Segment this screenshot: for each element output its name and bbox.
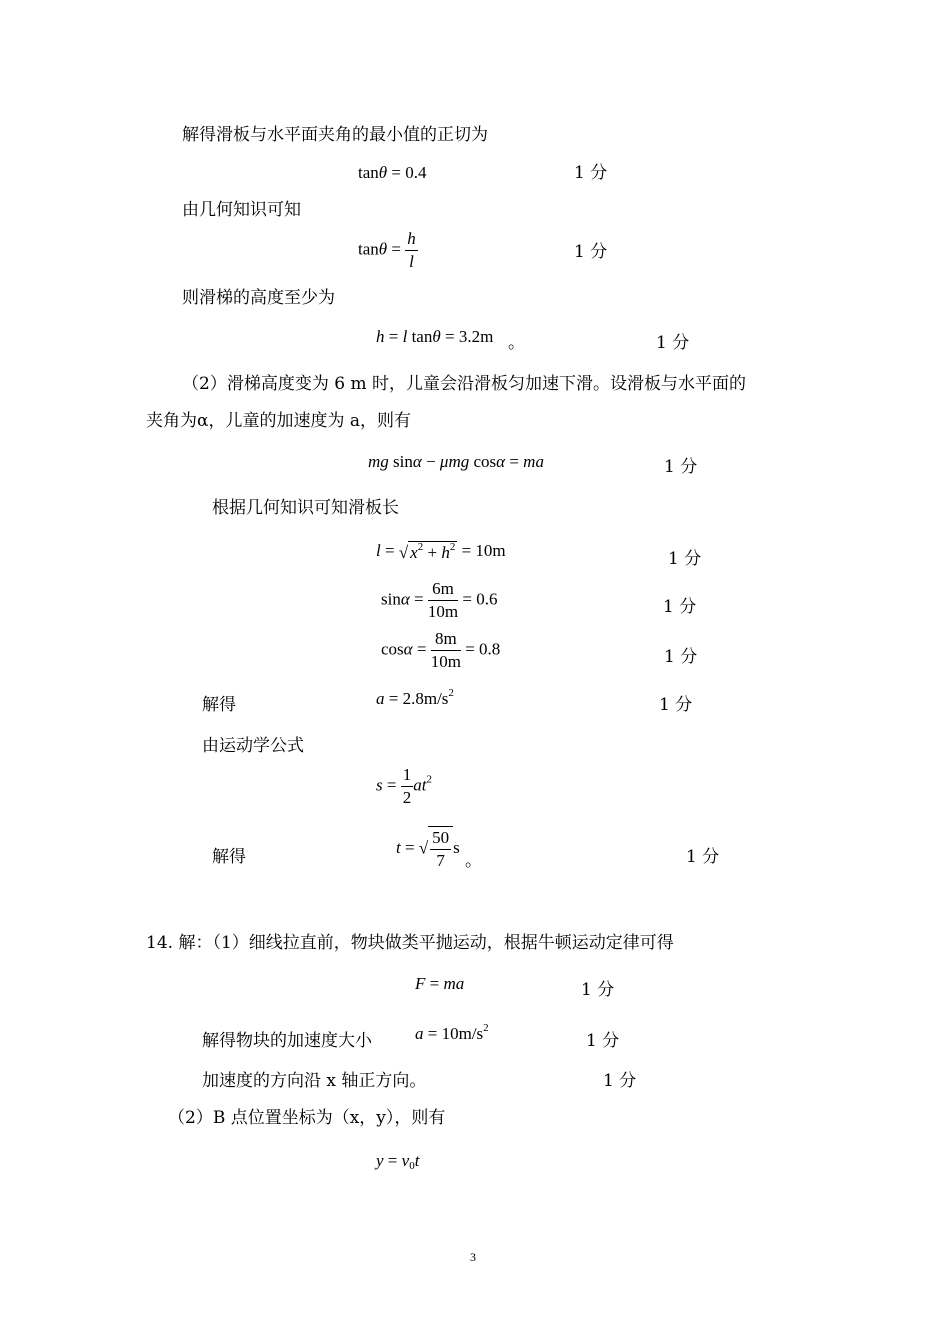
question-14-line: 14. 解：（1）细线拉直前，物块做类平抛运动，根据牛顿运动定律可得 (146, 933, 674, 953)
time-numerator: 50 (430, 827, 451, 850)
sqrt-symbol: √ $x^2 + h^2$ (398, 540, 456, 562)
score-1: 1 分 (574, 163, 608, 183)
text-line-11: （2）B 点位置坐标为（x，y），则有 (168, 1108, 446, 1128)
equation-accel: $a = 2.8m/s^2$ (376, 687, 454, 708)
equation-tan-ratio: tanθ = $\frac{h}{l}$ (358, 229, 416, 271)
text-line-4b: 夹角为α，儿童的加速度为 a，则有 (146, 411, 412, 431)
equation-y: $y = v_0t$ (376, 1151, 420, 1172)
text-line-5: 根据几何知识可知滑板长 (212, 498, 399, 518)
score-6: 1 分 (663, 597, 697, 617)
equation-tan-value: tanθ = 0.4 (358, 163, 427, 182)
height-value: 3.2m (458, 327, 494, 346)
period-2: 。 (465, 851, 482, 871)
equation-sin: sinα = $\frac{6m}{10m}$ = 0.6 (381, 579, 498, 621)
text-line-1: 解得滑板与水平面夹角的最小值的正切为 (182, 125, 488, 145)
page-number: 3 (470, 1250, 476, 1264)
period-1: 。 (508, 333, 525, 353)
fraction-time (430, 827, 451, 872)
text-line-9: 解得物块的加速度大小 (202, 1031, 372, 1051)
score-2: 1 分 (574, 242, 608, 262)
equation-force: F = ma (415, 974, 465, 993)
score-8: 1 分 (659, 695, 693, 715)
sin-denominator: 10m (427, 602, 459, 621)
equation-accel-2: $a = 10m/s^2$ (415, 1022, 489, 1043)
text-line-2: 由几何知识可知 (182, 200, 301, 220)
score-10: 1 分 (581, 980, 615, 1000)
fraction-h-l: $\frac{h}{l}$ (407, 229, 416, 271)
cos-denominator: 10m (430, 652, 461, 671)
fraction-cos (431, 628, 461, 673)
equation-cos: cosα = $\frac{8m}{10m}$ = 0.8 (381, 629, 501, 671)
sin-numerator: 6m (428, 578, 458, 601)
text-line-7: 由运动学公式 (202, 736, 304, 756)
text-line-10: 加速度的方向沿 x 轴正方向。 (202, 1071, 427, 1091)
equation-time: t = √ $\frac{50}{7}$ s (396, 828, 460, 870)
accel-value: 2.8m/s (402, 689, 449, 708)
score-4: 1 分 (664, 457, 698, 477)
score-5: 1 分 (668, 549, 702, 569)
text-line-4a: （2）滑梯高度变为 6 m 时，儿童会沿滑板匀加速下滑。设滑板与水平面的 (182, 374, 746, 394)
sqrt-time: √ $\frac{50}{7}$ (419, 826, 453, 872)
accel-2-value: 10m/s (441, 1024, 484, 1043)
time-denominator: 7 (436, 851, 445, 870)
score-7: 1 分 (664, 647, 698, 667)
fraction-half: $\frac{1}{2}$ (402, 765, 412, 807)
equation-newton: mg sinα − μmg cosα = ma (368, 452, 544, 471)
equation-height: h = l tanθ = 3.2m (376, 327, 494, 346)
text-line-3: 则滑梯的高度至少为 (182, 288, 335, 308)
equation-length: l = √ $x^2 + h^2 = 10m$ (376, 540, 506, 562)
fraction-sin (428, 578, 458, 623)
score-11: 1 分 (586, 1031, 620, 1051)
equation-kinematic: s = $\frac{1}{2}$ $at^2$ (376, 765, 432, 807)
text-line-8: 解得 (212, 847, 246, 867)
cos-value: 0.8 (479, 639, 501, 659)
score-9: 1 分 (686, 847, 720, 867)
text-line-6: 解得 (202, 695, 236, 715)
cos-numerator: 8m (431, 628, 461, 651)
tan-value: 0.4 (405, 163, 427, 182)
sin-value: 0.6 (476, 589, 498, 609)
length-value: 10m (475, 541, 506, 560)
score-3: 1 分 (656, 333, 690, 353)
score-12: 1 分 (603, 1071, 637, 1091)
